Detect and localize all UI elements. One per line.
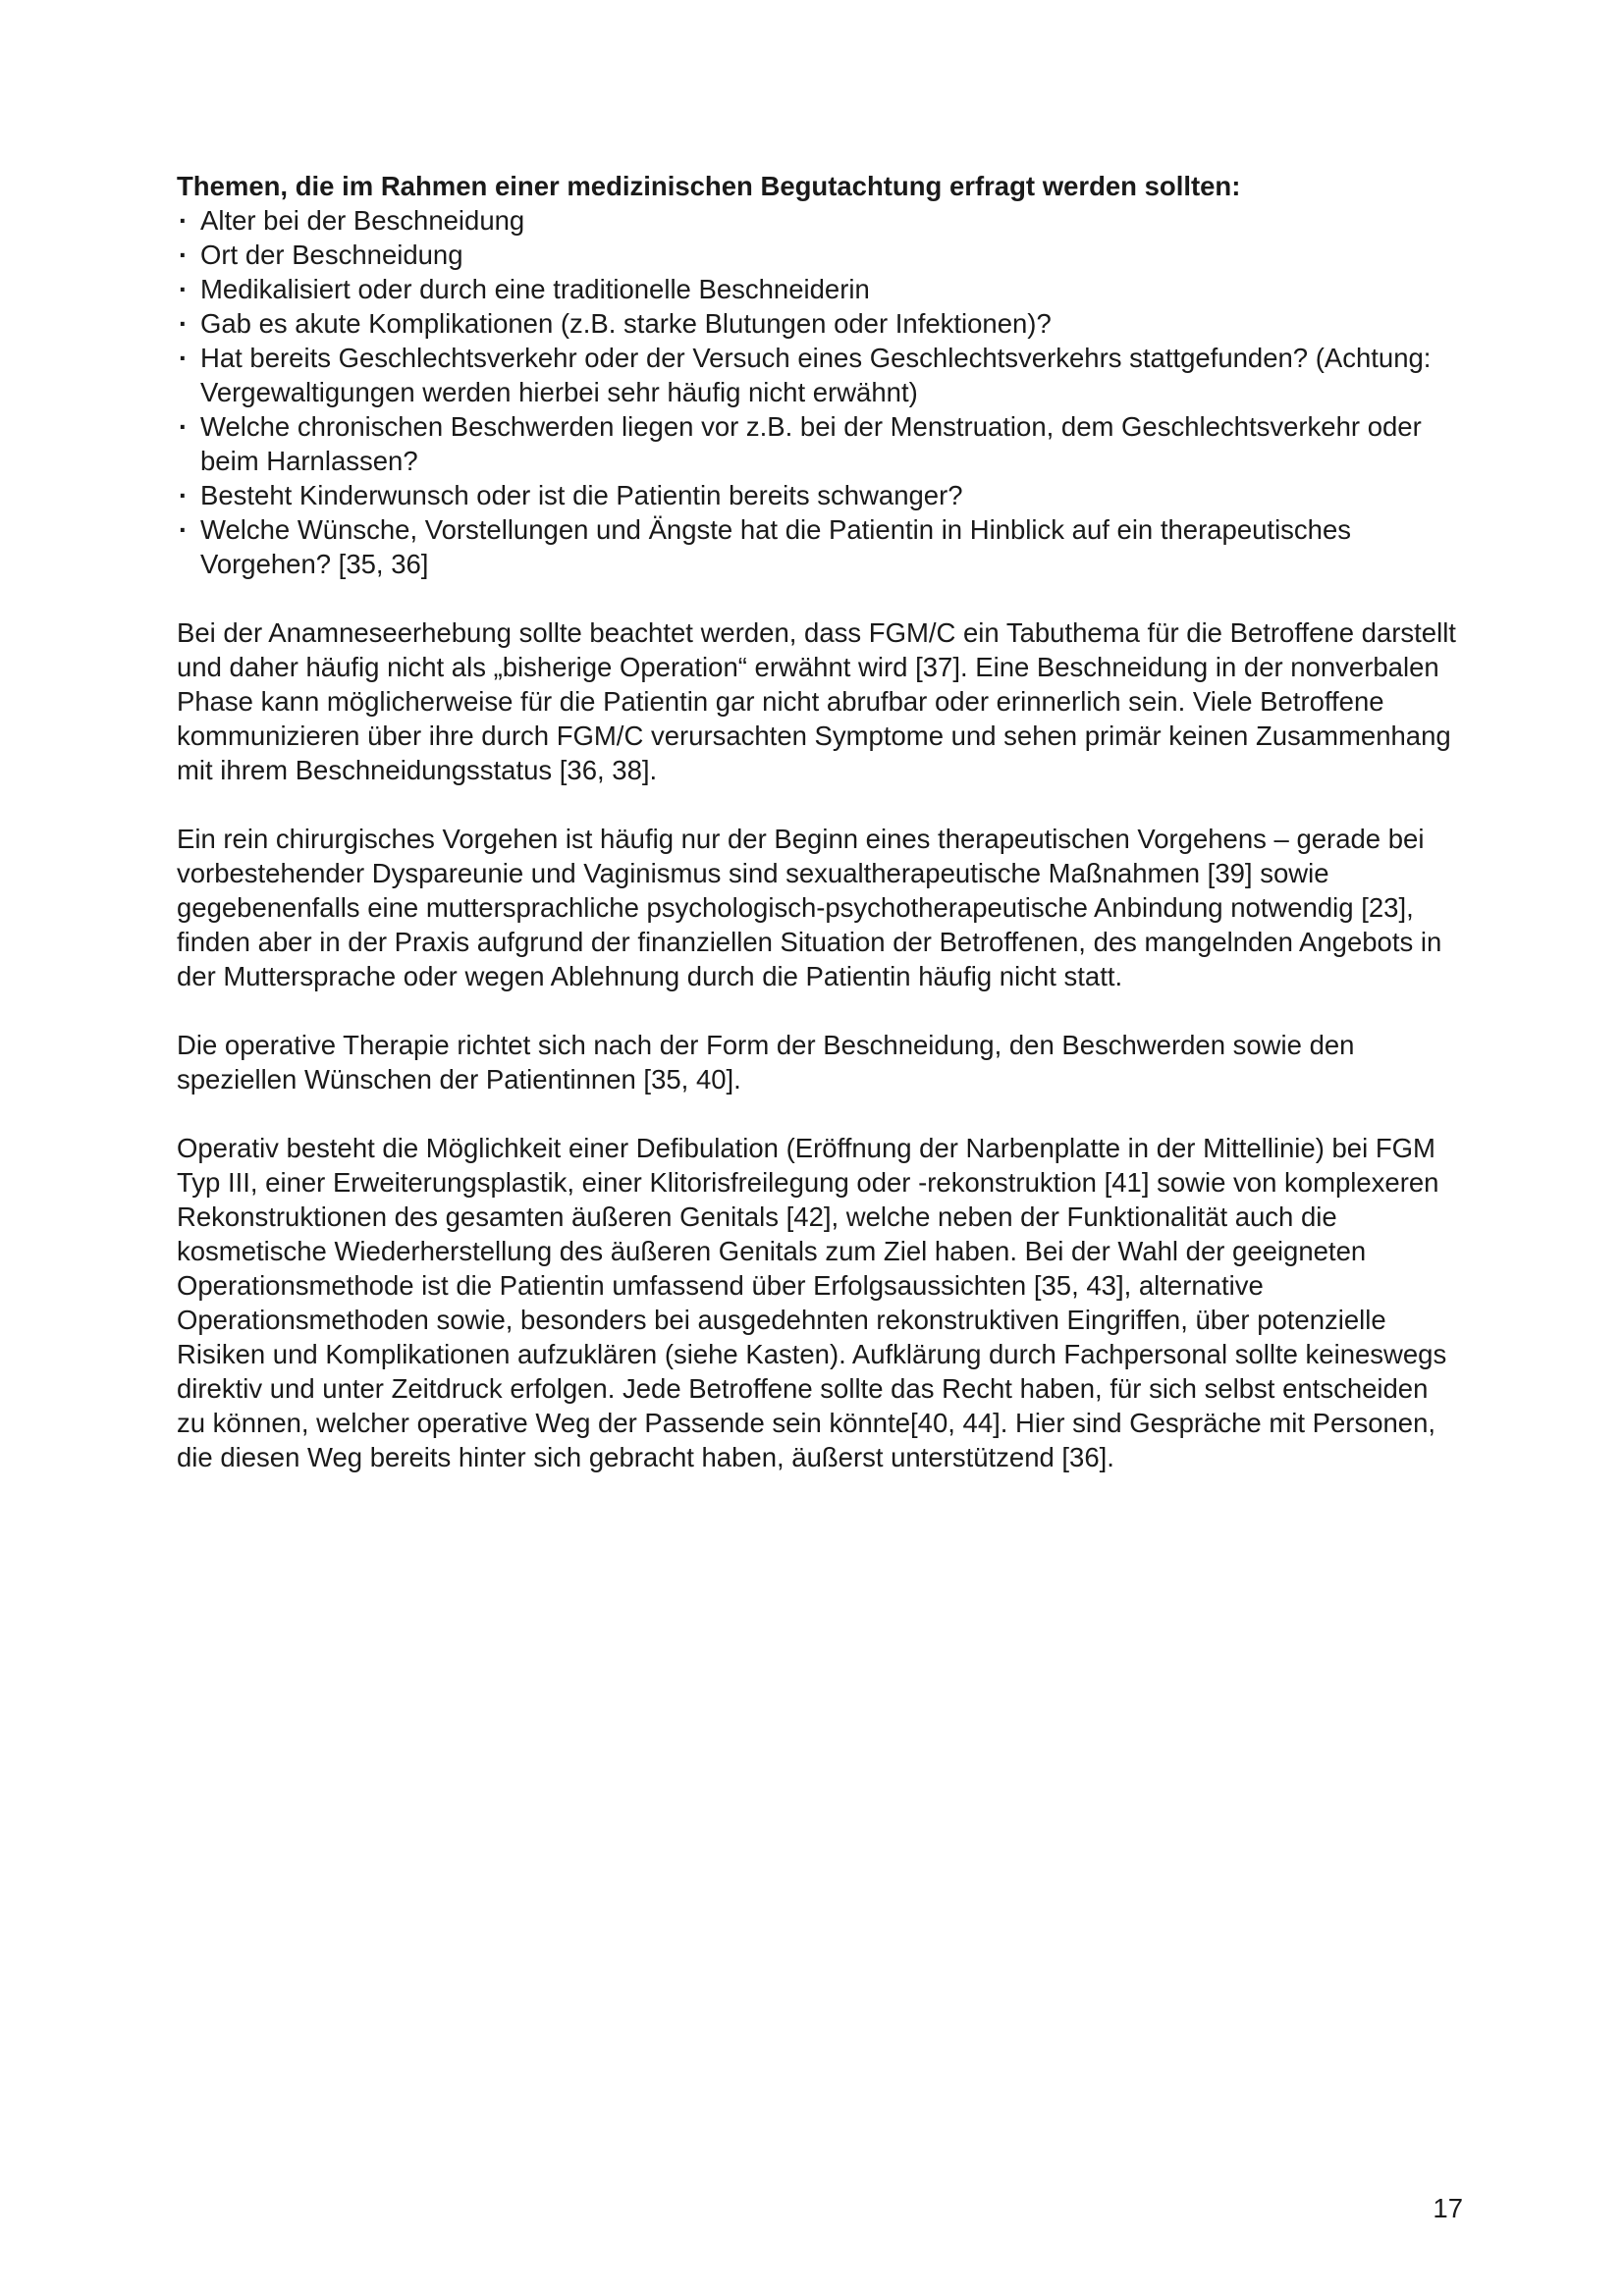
section-heading: Themen, die im Rahmen einer medizinischen Begutachtung erfragt werden sollten:: [177, 171, 1241, 201]
list-item: · Welche chronischen Beschwerden liegen vor z.B. bei der Menstruation, dem Geschlechtsverkehr oder beim Harnlassen?: [177, 409, 1463, 478]
list-item: · Ort der Beschneidung: [177, 238, 1463, 272]
list-item: · Hat bereits Geschlechtsverkehr oder der Versuch eines Geschlechtsverkehrs stattgefunden? (Achtung: Vergewaltigungen werden hierbei sehr häufig nicht erwähnt): [177, 341, 1463, 409]
paragraph-surgical-approach: Ein rein chirurgisches Vorgehen ist häufig nur der Beginn eines therapeutischen Vorgehens – gerade bei vorbestehender Dyspareunie und Vaginismus sind sexualtherapeutische Maßnahmen [39] sowie gegebenenfalls eine muttersprachliche psychologisch-psychotherapeutische Anbindung notwendig [23], finden aber in der Praxis aufgrund der finanziellen Situation der Betroffenen, des mangelnden Angebots in der Muttersprache oder wegen Ablehnung durch die Patientin häufig nicht statt.: [177, 824, 1442, 991]
list-item: · Besteht Kinderwunsch oder ist die Patientin bereits schwanger?: [177, 478, 1463, 512]
paragraph-operative-therapy: Die operative Therapie richtet sich nach der Form der Beschneidung, den Beschwerden sowie den speziellen Wünschen der Patientinnen [35, 40].: [177, 1030, 1355, 1095]
document-page: [177, 169, 1463, 1474]
page-number: 17: [1433, 2193, 1463, 2223]
list-item: · Gab es akute Komplikationen (z.B. starke Blutungen oder Infektionen)?: [177, 306, 1463, 341]
list-item: · Alter bei der Beschneidung: [177, 203, 1463, 238]
list-item: · Welche Wünsche, Vorstellungen und Ängste hat die Patientin in Hinblick auf ein therapeutisches Vorgehen? [35, 36]: [177, 512, 1463, 581]
paragraph-anamnesis: Bei der Anamneseerhebung sollte beachtet werden, dass FGM/C ein Tabuthema für die Betroffene darstellt und daher häufig nicht als „bisherige Operation“ erwähnt wird [37]. Eine Beschneidung in der nonverbalen Phase kann möglicherweise für die Patientin gar nicht abrufbar oder erinnerlich sein. Viele Betroffene kommunizieren über ihre durch FGM/C verursachten Symptome und sehen primär keinen Zusammenhang mit ihrem Beschneidungsstatus [36, 38].: [177, 617, 1456, 785]
list-item: · Medikalisiert oder durch eine traditionelle Beschneiderin: [177, 272, 1463, 306]
topics-list: [177, 203, 1463, 581]
paragraph-operative-options: Operativ besteht die Möglichkeit einer Defibulation (Eröffnung der Narbenplatte in der Mittellinie) bei FGM Typ III, einer Erweiterungsplastik, einer Klitorisfreilegung oder -rekonstruktion [41] sowie von komplexeren Rekonstruktionen des gesamten äußeren Genitals [42], welche neben der Funktionalität auch die kosmetische Wiederherstellung des äußeren Genitals zum Ziel haben. Bei der Wahl der geeigneten Operationsmethode ist die Patientin umfassend über Erfolgsaussichten [35, 43], alternative Operationsmethoden sowie, besonders bei ausgedehnten rekonstruktiven Eingriffen, über potenzielle Risiken und Komplikationen aufzuklären (siehe Kasten). Aufklärung durch Fachpersonal sollte keineswegs direktiv und unter Zeitdruck erfolgen. Jede Betroffene sollte das Recht haben, für sich selbst entscheiden zu können, welcher operative Weg der Passende sein könnte[40, 44]. Hier sind Gespräche mit Personen, die diesen Weg bereits hinter sich gebracht haben, äußerst unterstützend [36].: [177, 1133, 1447, 1472]
